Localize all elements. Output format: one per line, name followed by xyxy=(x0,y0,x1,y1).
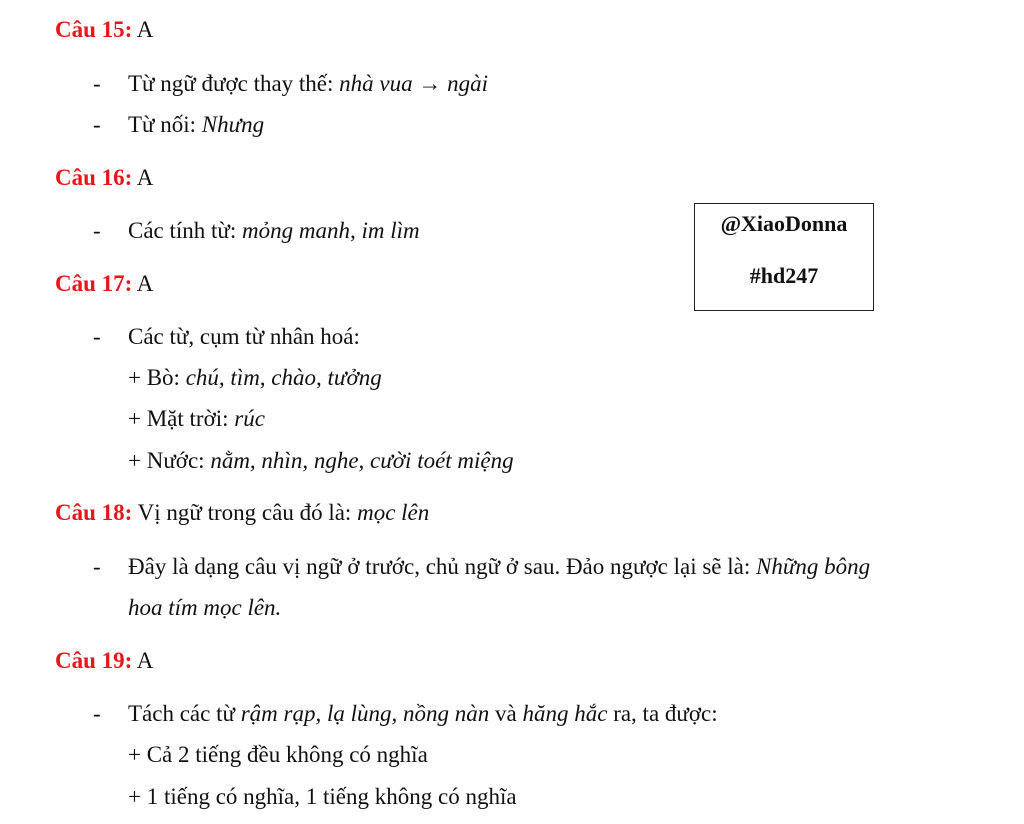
q19-b1-italic-1: rậm rạp, lạ lùng, nồng nàn xyxy=(240,701,490,726)
q17-sub3-italic: nằm, nhìn, nghe, cười toét miệng xyxy=(210,448,514,473)
q17-sub-1 xyxy=(128,364,382,392)
question-16 xyxy=(55,164,153,192)
q15-b2-italic: Nhưng xyxy=(201,112,265,137)
q19-sub1-text: + Cả 2 tiếng đều không có nghĩa xyxy=(128,742,428,767)
question-16-answer: A xyxy=(132,165,154,190)
q15-bullet-1 xyxy=(128,70,488,98)
q19-b1-text-1: Tách các từ xyxy=(128,701,241,726)
q18-bullet-1-cont xyxy=(128,594,281,622)
question-17-label: Câu 17: xyxy=(55,271,133,296)
q19-sub-1 xyxy=(128,741,428,769)
watermark-handle: @XiaoDonna xyxy=(720,211,848,236)
q18-b1-italic-2: hoa tím mọc lên. xyxy=(128,595,282,620)
bullet-dash: - xyxy=(93,71,101,96)
q19-b1-text-2: và xyxy=(489,701,523,726)
watermark-box xyxy=(694,203,874,311)
question-18-answer: Vị ngữ trong câu đó là: xyxy=(132,500,358,525)
q17-bullet-1 xyxy=(128,323,360,351)
q15-b1-italic: nhà vua → ngài xyxy=(339,71,489,96)
q16-bullet-1 xyxy=(128,217,420,245)
bullet-dash: - xyxy=(93,112,101,137)
question-17 xyxy=(55,270,153,298)
question-19-label: Câu 19: xyxy=(55,648,133,673)
q18-b1-italic-1: Những bông xyxy=(756,554,871,579)
q19-bullet-1 xyxy=(128,700,718,728)
q15-b1-text: Từ ngữ được thay thế: xyxy=(128,71,340,96)
question-16-label: Câu 16: xyxy=(55,165,133,190)
question-19-answer: A xyxy=(132,648,154,673)
q18-b1-text: Đây là dạng câu vị ngữ ở trước, chủ ngữ ở sau. Đảo ngược lại sẽ là: xyxy=(128,554,756,579)
q17-b1-text: Các từ, cụm từ nhân hoá: xyxy=(128,324,360,349)
q17-sub1-italic: chú, tìm, chào, tưởng xyxy=(185,365,382,390)
question-15-label: Câu 15: xyxy=(55,17,133,42)
bullet-dash: - xyxy=(93,554,101,579)
bullet-dash: - xyxy=(93,218,101,243)
question-18 xyxy=(55,499,429,527)
bullet-dash: - xyxy=(93,324,101,349)
q17-sub2-italic: rúc xyxy=(234,406,265,431)
question-17-answer: A xyxy=(132,271,154,296)
watermark-tag: #hd247 xyxy=(749,263,819,288)
q16-b1-italic: mỏng manh, im lìm xyxy=(242,218,420,243)
question-18-answer-italic: mọc lên xyxy=(357,500,430,525)
q19-b1-text-3: ra, ta được: xyxy=(607,701,718,726)
bullet-dash: - xyxy=(93,701,101,726)
q17-sub-3 xyxy=(128,447,514,475)
question-18-label: Câu 18: xyxy=(55,500,133,525)
q17-sub1-text: + Bò: xyxy=(128,365,186,390)
q16-b1-text: Các tính từ: xyxy=(128,218,243,243)
question-19 xyxy=(55,647,153,675)
q19-b1-italic-2: hăng hắc xyxy=(522,701,608,726)
q18-bullet-1 xyxy=(128,553,870,581)
question-15-answer: A xyxy=(132,17,154,42)
question-15 xyxy=(55,16,153,44)
q17-sub3-text: + Nước: xyxy=(128,448,211,473)
q19-sub-2 xyxy=(128,783,517,811)
q17-sub-2 xyxy=(128,405,265,433)
q19-sub2-text: + 1 tiếng có nghĩa, 1 tiếng không có nghĩa xyxy=(128,784,517,809)
q15-b2-text: Từ nối: xyxy=(128,112,202,137)
q15-bullet-2 xyxy=(128,111,264,139)
q17-sub2-text: + Mặt trời: xyxy=(128,406,235,431)
